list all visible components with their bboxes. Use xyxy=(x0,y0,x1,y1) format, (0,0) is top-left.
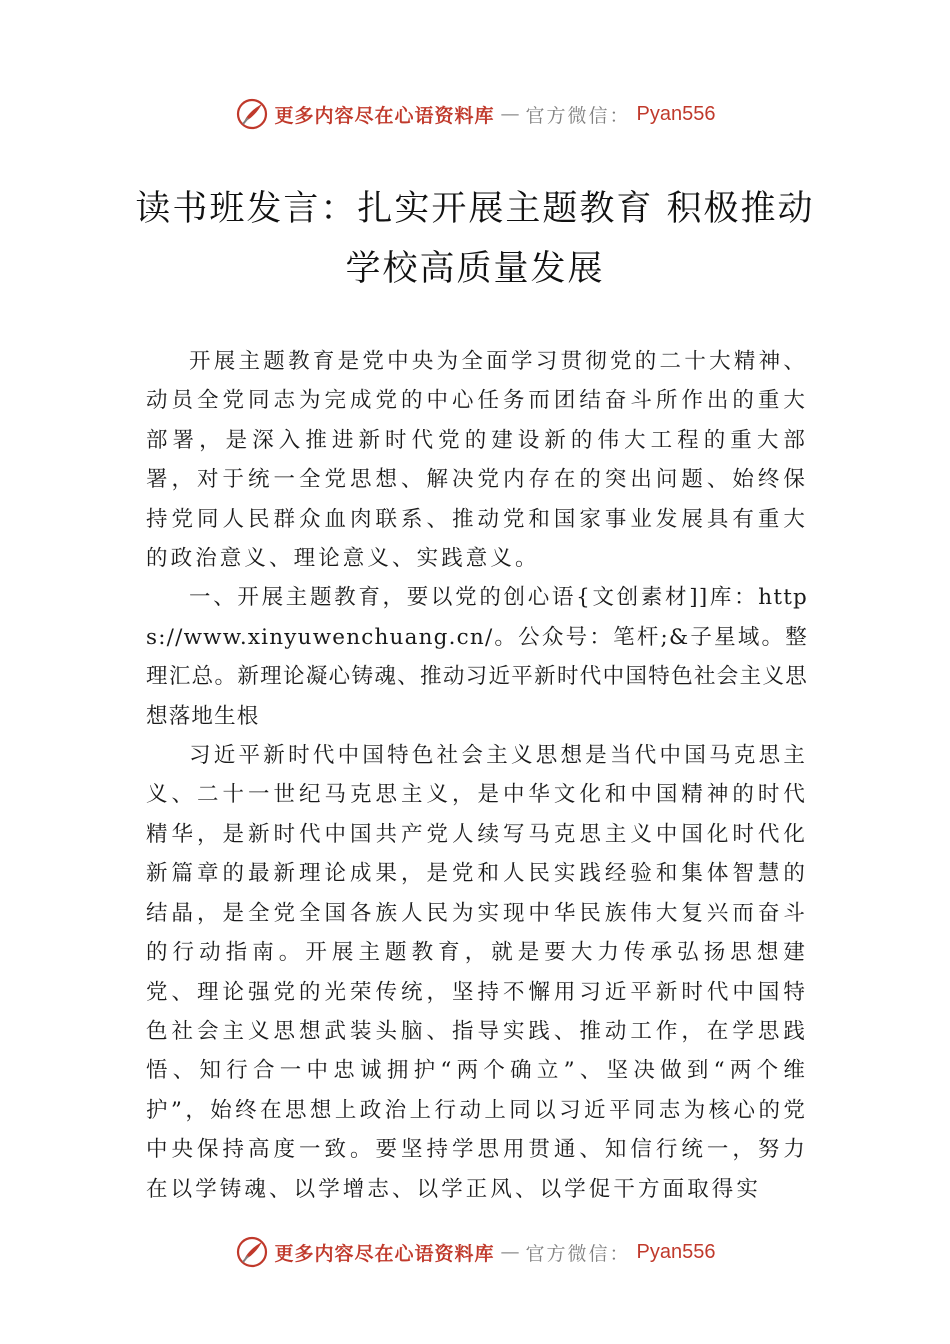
watermark-brand: 更多内容尽在心语资料库 xyxy=(274,1242,495,1265)
document-title-line-2: 学校高质量发展 xyxy=(345,249,605,289)
watermark-brand: 更多内容尽在心语资料库 xyxy=(274,104,495,127)
body-paragraph-1: 开展主题教育是党中央为全面学习贯彻党的二十大精神、动员全党同志为完成党的中心任务而团结奋斗所作出的重大部署，是深入推进新时代党的建设新的伟大工程的重大部署，对于统一全党思想、解决党内存在的突出问题、始终保持党同人民群众血肉联系、推动党和国家事业发展具有重大的政治意义、理论意义、实践意义。 xyxy=(146,349,808,572)
document-title-line-1: 读书班发言：扎实开展主题教育 积极推动 xyxy=(135,189,815,229)
watermark-wechat-label: 官方微信： xyxy=(525,1242,631,1265)
document-body xyxy=(146,342,808,1209)
watermark-wechat-id: Pyan556 xyxy=(636,102,716,125)
quill-logo-icon xyxy=(235,1235,269,1269)
body-paragraph-3: 习近平新时代中国特色社会主义思想是当代中国马克思主义、二十一世纪马克思主义，是中华文化和中国精神的时代精华，是新时代中国共产党人续写马克思主义中国化时代化新篇章的最新理论成果，是党和人民实践经验和集体智慧的结晶，是全党全国各族人民为实现中华民族伟大复兴而奋斗的行动指南。开展主题教育，就是要大力传承弘扬思想建党、理论强党的光荣传统，坚持不懈用习近平新时代中国特色社会主义思想武装头脑、指导实践、推动工作，在学思践悟、知行合一中忠诚拥护“两个确立”、坚决做到“两个维护”，始终在思想上政治上行动上同以习近平同志为核心的党中央保持高度一致。要坚持学思用贯通、知信行统一，努力在以学铸魂、以学增志、以学正风、以学促干方面取得实 xyxy=(146,743,808,1202)
watermark-wechat-label: 官方微信： xyxy=(525,104,631,127)
quill-logo-icon xyxy=(235,97,269,131)
watermark-dash: — xyxy=(500,1241,520,1263)
footer-watermark xyxy=(0,1232,950,1272)
body-paragraph-2: 一、开展主题教育，要以党的创心语{文创素材]]库：https://www.xinyuwenchuang.cn/。公众号：笔杆;&子星域。整理汇总。新理论凝心铸魂、推动习近平新时代中国特色社会主义思想落地生根 xyxy=(146,585,808,729)
watermark-wechat-id: Pyan556 xyxy=(636,1240,716,1263)
header-watermark xyxy=(0,94,950,134)
watermark-dash: — xyxy=(500,103,520,125)
